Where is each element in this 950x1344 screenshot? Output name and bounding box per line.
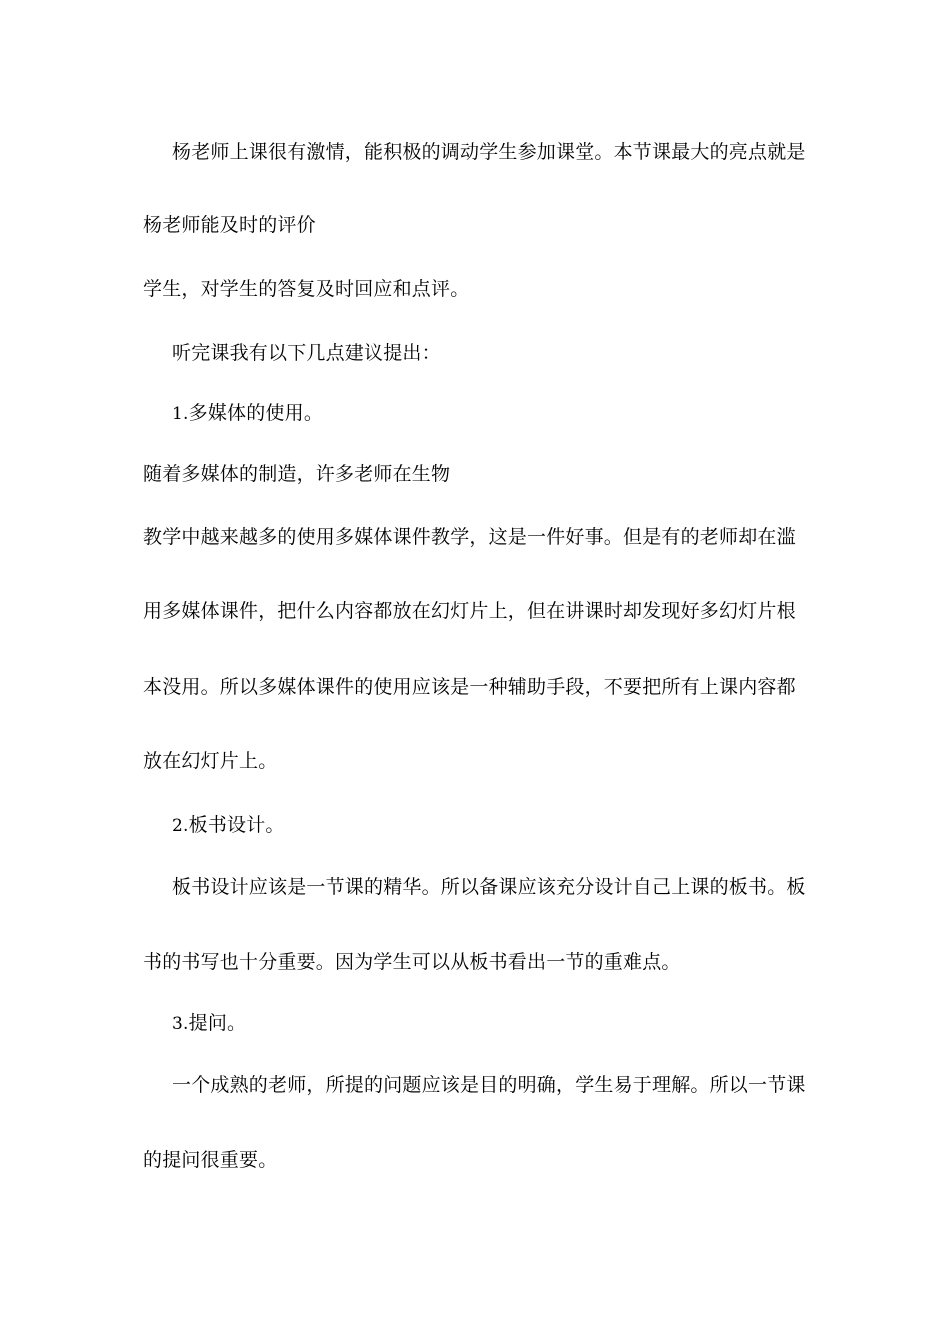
- paragraph-text: 听完课我有以下几点建议提出：: [172, 342, 441, 364]
- list-number: 3.: [172, 1014, 189, 1034]
- paragraph-text: 的提问很重要。: [143, 1149, 278, 1171]
- list-number: 1.: [172, 404, 189, 424]
- list-number: 2.: [172, 816, 189, 836]
- paragraph-text: 书的书写也十分重要。因为学生可以从板书看出一节的重难点。: [143, 951, 681, 973]
- paragraph-line: [143, 525, 796, 549]
- paragraph-line: [143, 277, 469, 301]
- paragraph-text: 杨老师上课很有激情，能积极的调动学生参加课堂。本节课最大的亮点就是: [172, 141, 806, 163]
- paragraph-text: 板书设计应该是一节课的精华。所以备课应该充分设计自己上课的板书。板: [172, 876, 806, 898]
- paragraph-text: 用多媒体课件，把什么内容都放在幻灯片上，但在讲课时却发现好多幻灯片根: [143, 600, 796, 622]
- paragraph-line: [143, 462, 450, 486]
- paragraph-text: 学生，对学生的答复及时回应和点评。: [143, 278, 470, 300]
- list-heading: [172, 813, 285, 838]
- paragraph-text: 一个成熟的老师，所提的问题应该是目的明确，学生易于理解。所以一节课: [172, 1074, 806, 1096]
- paragraph-line: [143, 950, 681, 974]
- paragraph-line: [143, 599, 796, 623]
- paragraph-line: [172, 140, 806, 164]
- paragraph-line: [143, 675, 796, 699]
- paragraph-line: [143, 749, 277, 773]
- paragraph-text: 本没用。所以多媒体课件的使用应该是一种辅助手段，不要把所有上课内容都: [143, 676, 796, 698]
- paragraph-line: [172, 341, 441, 365]
- list-heading: [172, 1011, 246, 1036]
- paragraph-line: [172, 875, 806, 899]
- paragraph-line: [143, 213, 316, 237]
- paragraph-line: [172, 1073, 806, 1097]
- list-heading-text: 多媒体的使用。: [188, 402, 324, 424]
- paragraph-text: 随着多媒体的制造，许多老师在生物: [143, 463, 451, 485]
- list-heading-text: 板书设计。: [188, 814, 285, 836]
- list-heading: [172, 401, 323, 426]
- paragraph-text: 放在幻灯片上。: [143, 750, 278, 772]
- paragraph-text: 教学中越来越多的使用多媒体课件教学，这是一件好事。但是有的老师却在滥: [143, 526, 796, 548]
- paragraph-line: [143, 1148, 277, 1172]
- paragraph-text: 杨老师能及时的评价: [143, 214, 316, 236]
- list-heading-text: 提问。: [188, 1012, 247, 1034]
